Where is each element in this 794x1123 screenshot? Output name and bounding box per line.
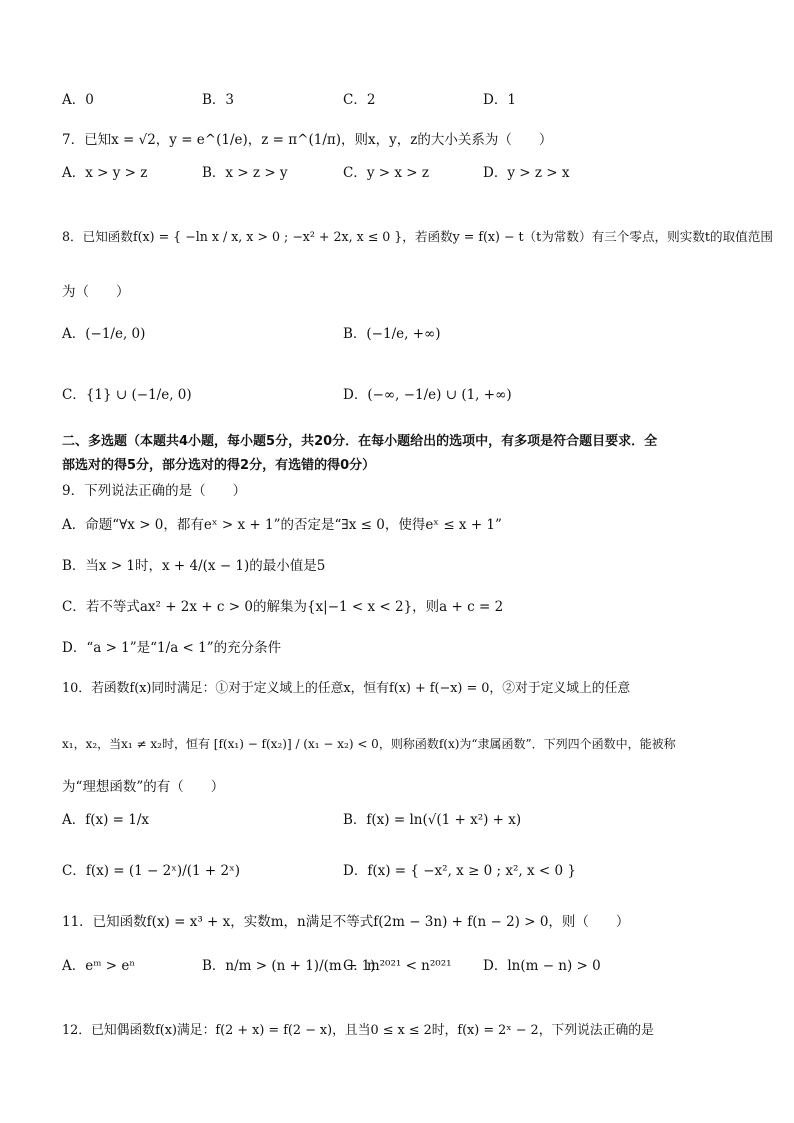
- q10-stem-line3: 为“理想函数”的有（ ）: [62, 779, 225, 795]
- q6-option-b: B．3: [202, 92, 235, 108]
- q9-option-a: A．命题“∀x > 0，都有eˣ > x + 1”的否定是“∃x ≤ 0，使得eˣ ≤ x + 1”: [62, 517, 502, 533]
- q6-option-c: C．2: [343, 92, 376, 108]
- q10-option-b: B．f(x) = ln(√(1 + x²) + x): [343, 812, 522, 828]
- q10-option-c: C．f(x) = (1 − 2ˣ)/(1 + 2ˣ): [62, 863, 241, 879]
- q9-option-c: C．若不等式ax² + 2x + c > 0的解集为{x|−1 < x < 2}，则a + c = 2: [62, 599, 504, 615]
- q10-option-a: A．f(x) = 1/x: [62, 812, 150, 828]
- q10-option-d: D．f(x) = { −x², x ≥ 0 ; x², x < 0 }: [343, 863, 576, 879]
- q7-stem: 7．已知x = √2，y = e^(1/e)，z = π^(1/π)，则x，y，z的大小关系为（ ）: [62, 132, 553, 148]
- q12-stem: 12．已知偶函数f(x)满足：f(2 + x) = f(2 − x)，且当0 ≤ x ≤ 2时，f(x) = 2ˣ − 2，下列说法正确的是: [62, 1023, 654, 1038]
- q6-option-a: A．0: [62, 92, 94, 108]
- q6-option-d: D．1: [483, 92, 516, 108]
- q8-stem-continued: 为（ ）: [62, 284, 130, 300]
- q11-stem: 11．已知函数f(x) = x³ + x，实数m，n满足不等式f(2m − 3n) + f(n − 2) > 0，则（ ）: [62, 914, 630, 930]
- q8-option-a: A．(−1/e, 0): [62, 326, 146, 342]
- q9-option-d: D．“a > 1”是“1/a < 1”的充分条件: [62, 640, 282, 656]
- q8-option-b: B．(−1/e, +∞): [343, 326, 441, 342]
- q10-stem-line1: 10．若函数f(x)同时满足：①对于定义域上的任意x，恒有f(x) + f(−x) = 0，②对于定义域上的任意: [62, 681, 631, 696]
- q9-stem: 9．下列说法正确的是（ ）: [62, 483, 247, 499]
- q7-option-a: A．x > y > z: [62, 165, 148, 181]
- q7-option-b: B．x > z > y: [202, 165, 288, 181]
- q8-option-d: D．(−∞, −1/e) ∪ (1, +∞): [343, 387, 512, 403]
- q11-option-b: B．n/m > (n + 1)/(m + 1): [202, 958, 376, 974]
- q11-option-a: A．eᵐ > eⁿ: [62, 958, 136, 974]
- section-2-heading-line2: 部选对的得5分，部分选对的得2分，有选错的得0分）: [62, 458, 376, 473]
- q8-option-c: C．{1} ∪ (−1/e, 0): [62, 387, 192, 403]
- q7-option-d: D．y > z > x: [483, 165, 570, 181]
- q9-option-b: B．当x > 1时，x + 4/(x − 1)的最小值是5: [62, 558, 326, 574]
- q11-option-d: D．ln(m − n) > 0: [483, 958, 601, 974]
- q7-option-c: C．y > x > z: [343, 165, 429, 181]
- q8-stem: 8．已知函数f(x) = { −ln x / x, x > 0 ; −x² + 2x, x ≤ 0 }，若函数y = f(x) − t（t为常数）有三个零点，则实数t的取值范围: [62, 229, 773, 244]
- q11-option-c: C．m²⁰²¹ < n²⁰²¹: [343, 958, 452, 974]
- section-2-heading-line1: 二、多选题（本题共4小题，每小题5分，共20分．在每小题给出的选项中，有多项是符合题目要求．全: [62, 434, 658, 449]
- q10-stem-line2: x₁，x₂，当x₁ ≠ x₂时，恒有 [f(x₁) − f(x₂)] / (x₁ − x₂) < 0，则称函数f(x)为“隶属函数”．下列四个函数中，能被称: [62, 737, 676, 751]
